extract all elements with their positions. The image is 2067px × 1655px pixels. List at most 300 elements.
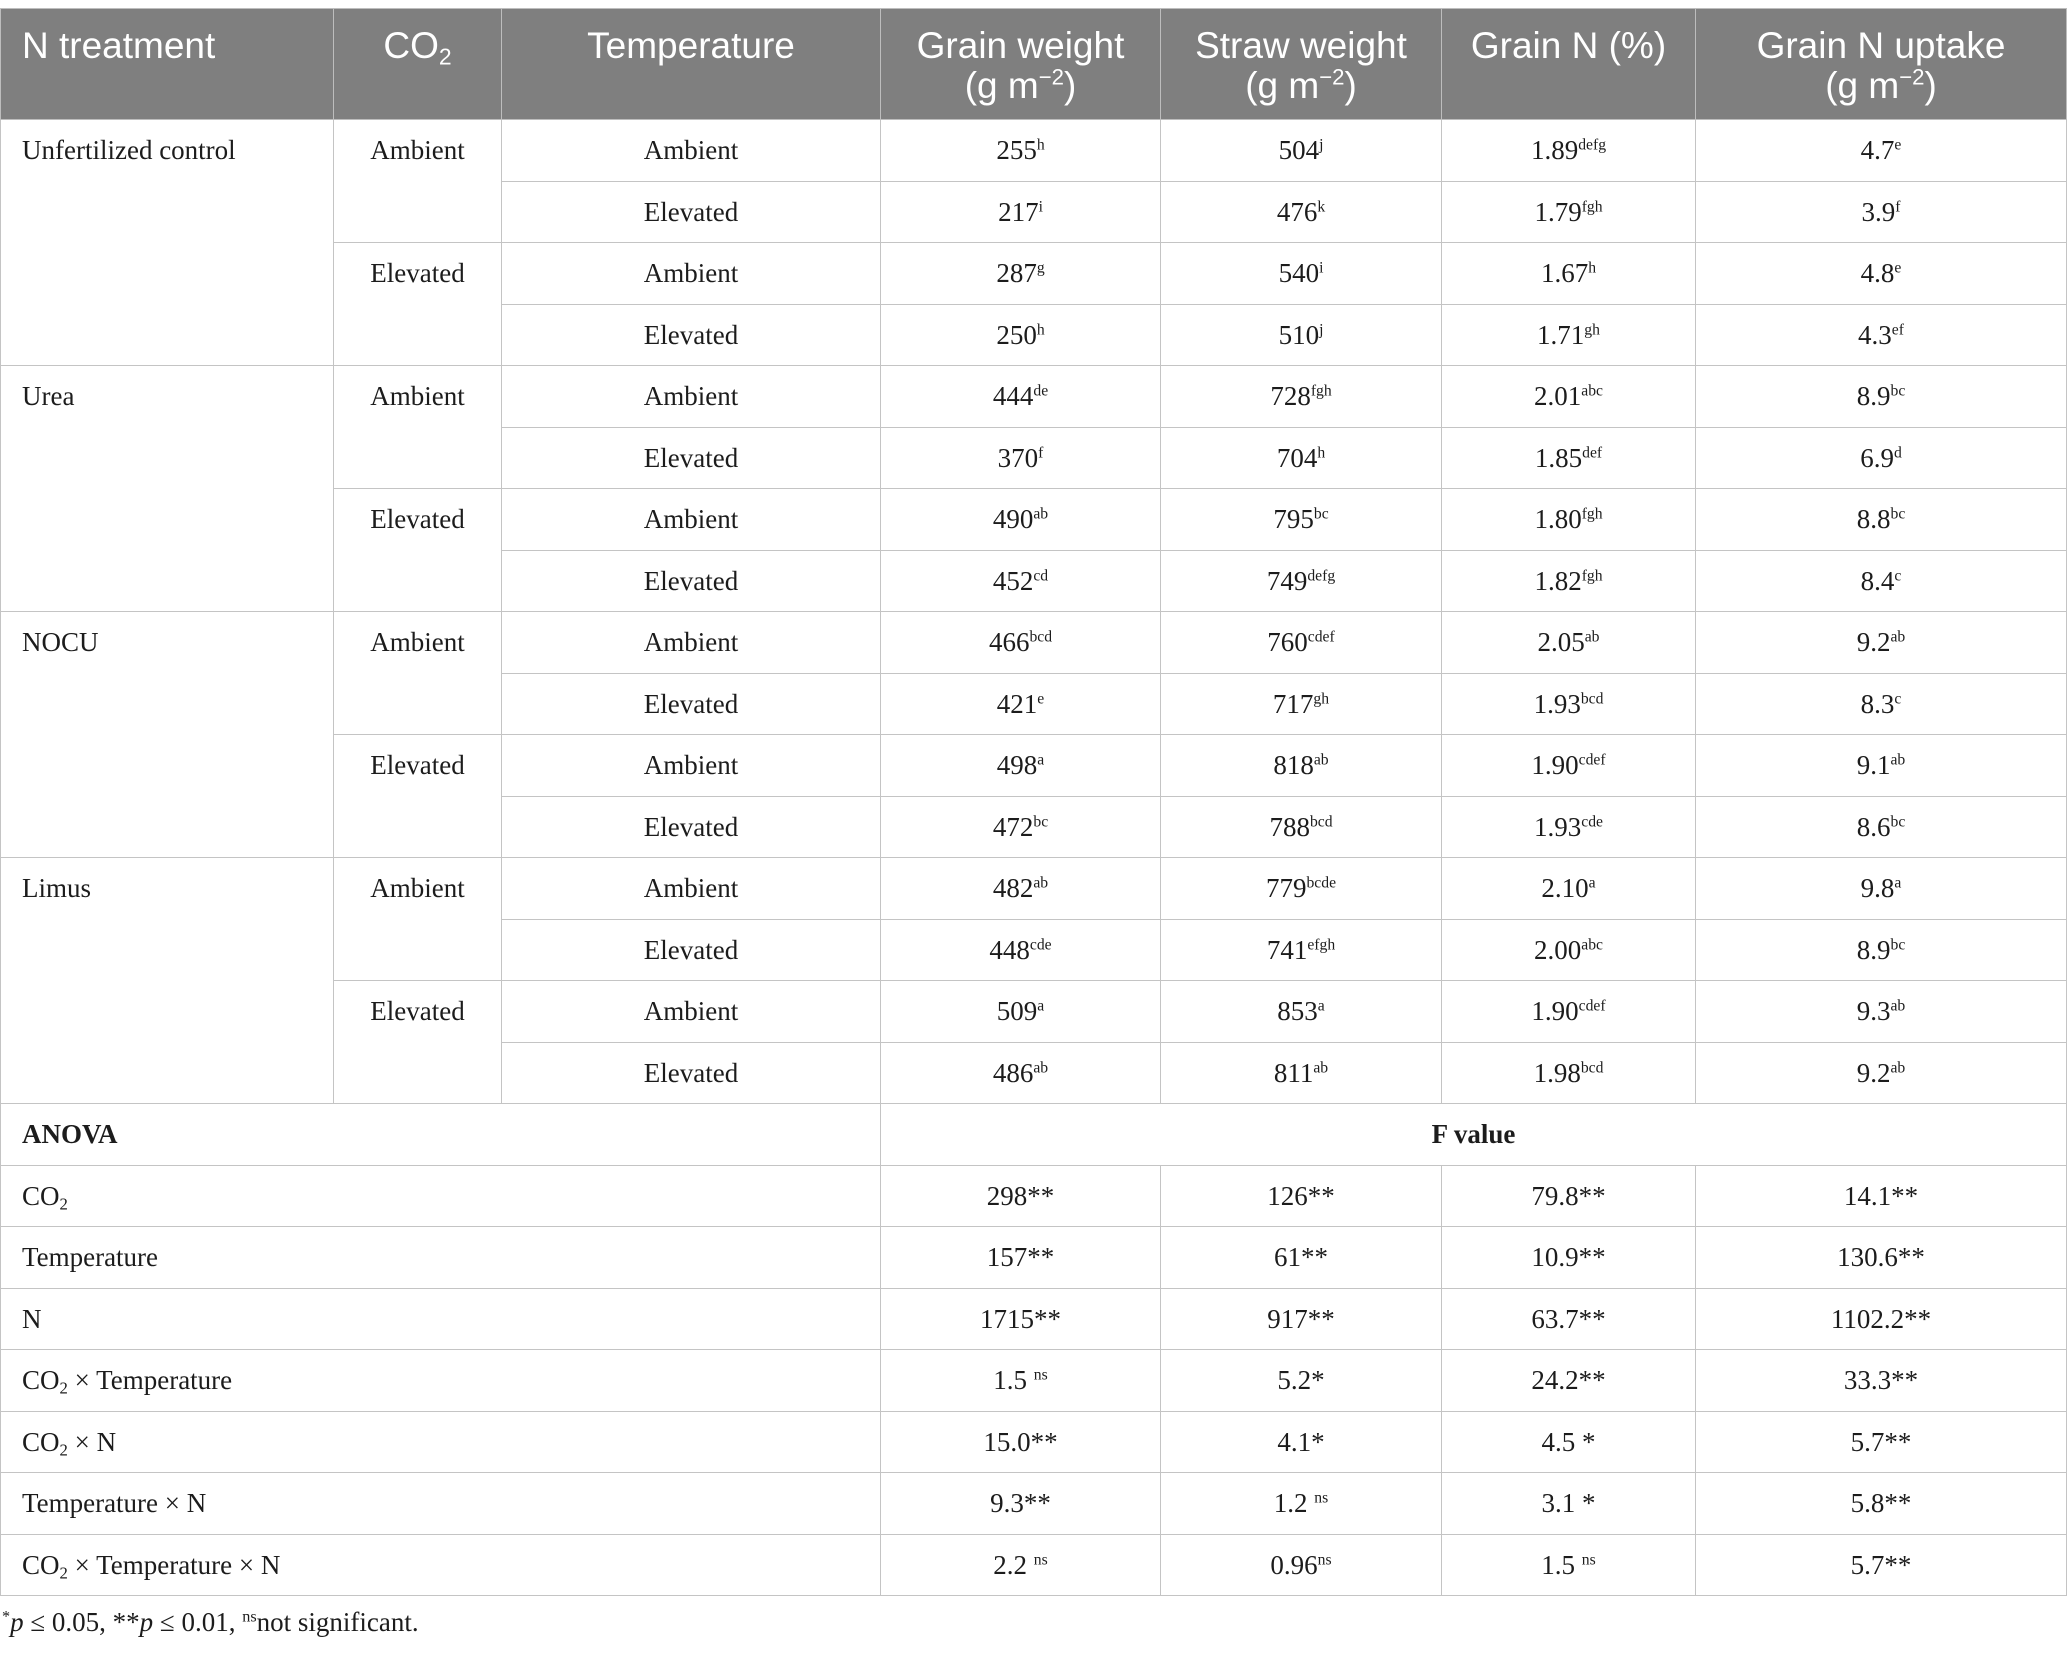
significance-letters: h: [1036, 320, 1045, 338]
significance-letters: h: [1036, 136, 1045, 154]
significance-letters: ns: [1317, 1550, 1332, 1568]
cell-value: 2.01: [1534, 381, 1582, 411]
cell-value: 9.2: [1856, 627, 1891, 657]
temperature-label: Ambient: [643, 258, 739, 288]
significance-letters: ab: [1890, 751, 1906, 769]
value-cell: [1161, 489, 1442, 551]
f-value-label-cell: [881, 1104, 2067, 1166]
value-cell: [881, 181, 1161, 243]
significance-letters: a: [1037, 751, 1045, 769]
anova-factor-label: CO: [22, 1180, 60, 1211]
temperature-cell: [502, 489, 881, 551]
column-header-unit-exponent: −2: [1319, 64, 1345, 90]
value-cell: [881, 427, 1161, 489]
cell-value: 444: [992, 381, 1034, 411]
value-cell: [881, 612, 1161, 674]
significance-letters: defg: [1578, 136, 1607, 154]
value-cell: [881, 1473, 1161, 1535]
cell-value: 255: [996, 135, 1037, 165]
value-cell: [1696, 427, 2067, 489]
cell-value: 509: [996, 996, 1038, 1026]
anova-factor-label: Temperature × N: [22, 1488, 207, 1518]
cell-value: 4.5 *: [1541, 1426, 1596, 1457]
significance-letters: i: [1038, 197, 1043, 215]
cell-value: 3.9: [1861, 196, 1896, 227]
value-cell: [1161, 1227, 1442, 1289]
co2-level-cell: [334, 366, 502, 489]
value-cell: [1442, 1534, 1696, 1596]
cell-value: 498: [996, 750, 1038, 780]
anova-header-row: [1, 1104, 2067, 1166]
value-cell: [1442, 304, 1696, 366]
anova-factor-label: CO: [22, 1365, 60, 1395]
significance-letters: e: [1894, 136, 1902, 154]
value-cell: [881, 1350, 1161, 1412]
co2-level-cell: [334, 489, 502, 612]
cell-value: 1.80: [1534, 504, 1582, 534]
cell-value: 795: [1273, 504, 1314, 534]
anova-factor-cell: [1, 1473, 881, 1535]
temperature-cell: [502, 243, 881, 305]
value-cell: [1442, 181, 1696, 243]
anova-row: [1, 1411, 2067, 1473]
significance-letters: cde: [1029, 935, 1052, 953]
significance-letters: ab: [1313, 751, 1329, 769]
cell-value: 2.05: [1537, 627, 1585, 657]
cell-value: 704: [1276, 442, 1318, 473]
value-cell: [1442, 427, 1696, 489]
value-cell: [1442, 981, 1696, 1043]
cell-value: 4.7: [1860, 135, 1895, 165]
cell-value: 1.71: [1537, 319, 1585, 350]
value-cell: [1442, 1165, 1696, 1227]
cell-value: 760: [1267, 627, 1308, 657]
co2-level-cell: [334, 735, 502, 858]
co2-level-cell: [334, 612, 502, 735]
co2-level-cell: [334, 120, 502, 243]
temperature-cell: [502, 181, 881, 243]
column-header-unit: (g m: [1245, 65, 1320, 106]
cell-value: 2.10: [1541, 873, 1589, 903]
cell-value: 448: [989, 934, 1030, 965]
cell-value: 8.4: [1860, 565, 1895, 596]
value-cell: [881, 120, 1161, 182]
cell-value: 504: [1278, 135, 1320, 165]
significance-letters: j: [1319, 136, 1324, 154]
value-cell: [881, 1227, 1161, 1289]
value-cell: [1161, 612, 1442, 674]
value-cell: [1442, 673, 1696, 735]
value-cell: [1442, 796, 1696, 858]
significance-letters: abc: [1581, 935, 1603, 953]
column-header-grain-n-uptake: [1696, 9, 2067, 120]
cell-value: 421: [996, 688, 1038, 719]
value-cell: [1442, 489, 1696, 551]
value-cell: [1696, 796, 2067, 858]
value-cell: [881, 1534, 1161, 1596]
anova-row: [1, 1227, 2067, 1289]
cell-value: 1.67: [1540, 258, 1589, 288]
temperature-cell: [502, 550, 881, 612]
cell-value: 9.8: [1860, 873, 1895, 903]
value-cell: [1161, 550, 1442, 612]
value-cell: [1161, 243, 1442, 305]
value-cell: [1442, 1288, 1696, 1350]
temperature-cell: [502, 858, 881, 920]
value-cell: [1696, 858, 2067, 920]
value-cell: [1161, 1165, 1442, 1227]
significance-letters: ab: [1890, 628, 1906, 646]
anova-factor-subscript: 2: [59, 1563, 68, 1583]
anova-label-cell: [1, 1104, 881, 1166]
significance-letters: cdef: [1578, 997, 1606, 1015]
cell-value: 9.1: [1856, 750, 1891, 780]
value-cell: [1161, 1534, 1442, 1596]
value-cell: [1696, 919, 2067, 981]
value-cell: [1696, 120, 2067, 182]
temperature-cell: [502, 673, 881, 735]
significance-letters: c: [1894, 566, 1902, 584]
anova-row: [1, 1473, 2067, 1535]
anova-factor-label-rest: × Temperature × N: [67, 1549, 281, 1580]
anova-row: [1, 1350, 2067, 1412]
cell-value: 61**: [1274, 1242, 1328, 1272]
value-cell: [1161, 735, 1442, 797]
cell-value: 472: [992, 811, 1034, 842]
value-cell: [1696, 1288, 2067, 1350]
significance-letters: a: [1317, 997, 1325, 1015]
header-row: [1, 9, 2067, 120]
temperature-label: Elevated: [643, 319, 739, 350]
cell-value: 728: [1270, 381, 1311, 411]
value-cell: [1696, 366, 2067, 428]
anova-row: [1, 1165, 2067, 1227]
value-cell: [1161, 181, 1442, 243]
anova-factor-cell: [1, 1227, 881, 1289]
co2-level-label: Ambient: [370, 873, 465, 903]
cell-value: 779: [1265, 873, 1307, 903]
column-header-label: Straw weight: [1195, 25, 1407, 66]
temperature-cell: [502, 735, 881, 797]
significance-letters: ab: [1033, 1058, 1049, 1076]
significance-letters: ns: [1581, 1550, 1596, 1568]
significance-letters: efgh: [1307, 935, 1336, 953]
cell-value: 917**: [1267, 1303, 1335, 1334]
value-cell: [1161, 304, 1442, 366]
significance-letters: e: [1894, 259, 1902, 277]
value-cell: [881, 1411, 1161, 1473]
column-header-label: N treatment: [22, 25, 216, 66]
cell-value: 818: [1273, 750, 1314, 780]
table-row: [1, 366, 2067, 428]
co2-level-label: Ambient: [370, 627, 465, 657]
cell-value: 79.8**: [1531, 1180, 1606, 1211]
value-cell: [1696, 1165, 2067, 1227]
cell-value: 452: [992, 565, 1034, 596]
cell-value: 1.85: [1534, 442, 1583, 473]
cell-value: 486: [992, 1057, 1034, 1088]
significance-letters: ab: [1890, 1058, 1906, 1076]
cell-value: 1.2: [1273, 1488, 1315, 1518]
value-cell: [1161, 981, 1442, 1043]
significance-letters: a: [1037, 997, 1045, 1015]
value-cell: [881, 735, 1161, 797]
cell-value: 15.0**: [983, 1426, 1058, 1457]
cell-value: 14.1**: [1843, 1180, 1919, 1211]
value-cell: [1696, 243, 2067, 305]
temperature-label: Ambient: [643, 996, 739, 1026]
cell-value: 157**: [986, 1242, 1055, 1272]
cell-value: 126**: [1267, 1180, 1335, 1211]
column-header-label: CO: [383, 25, 439, 66]
cell-value: 1.98: [1533, 1057, 1581, 1088]
significance-letters: h: [1588, 259, 1597, 277]
anova-factor-label-rest: × N: [67, 1426, 117, 1457]
cell-value: 1.79: [1534, 196, 1582, 227]
table-body: [1, 120, 2067, 1596]
value-cell: [881, 1042, 1161, 1104]
cell-value: 4.1*: [1277, 1426, 1325, 1457]
value-cell: [1696, 735, 2067, 797]
value-cell: [881, 981, 1161, 1043]
significance-letters: f: [1038, 443, 1044, 461]
cell-value: 217: [998, 196, 1039, 227]
cell-value: 1.93: [1533, 688, 1581, 719]
n-treatment-label: Urea: [22, 381, 75, 411]
significance-letters: ab: [1313, 1058, 1329, 1076]
value-cell: [881, 1165, 1161, 1227]
temperature-cell: [502, 304, 881, 366]
anova-factor-cell: [1, 1534, 881, 1596]
significance-letters: cdef: [1578, 751, 1606, 769]
column-header-temperature: [502, 9, 881, 120]
temperature-cell: [502, 981, 881, 1043]
significance-letters: gh: [1313, 689, 1330, 707]
cell-value: 466: [988, 627, 1030, 657]
value-cell: [1161, 366, 1442, 428]
significance-letters: cde: [1581, 812, 1603, 830]
temperature-cell: [502, 1042, 881, 1104]
significance-letters: ab: [1890, 997, 1906, 1015]
cell-value: 2.00: [1534, 934, 1582, 965]
co2-level-cell: [334, 858, 502, 981]
temperature-cell: [502, 612, 881, 674]
anova-factor-label: Temperature: [22, 1242, 159, 1272]
value-cell: [1696, 1473, 2067, 1535]
significance-letters: bcde: [1306, 874, 1337, 892]
significance-letters: ns: [1033, 1366, 1048, 1384]
value-cell: [1161, 796, 1442, 858]
temperature-label: Elevated: [643, 565, 739, 596]
cell-value: 1.89: [1530, 135, 1579, 165]
temperature-label: Elevated: [643, 196, 739, 227]
cell-value: 3.1 *: [1541, 1488, 1596, 1518]
column-header-n-treatment: [1, 9, 334, 120]
temperature-label: Ambient: [643, 381, 739, 411]
value-cell: [1442, 120, 1696, 182]
significance-letters: f: [1895, 197, 1901, 215]
cell-value: 8.9: [1856, 934, 1891, 965]
significance-letters: ab: [1584, 628, 1600, 646]
temperature-label: Elevated: [643, 1057, 739, 1088]
value-cell: [1442, 612, 1696, 674]
value-cell: [1161, 1473, 1442, 1535]
column-header-unit: (g m: [964, 65, 1039, 106]
significance-letters: h: [1317, 443, 1326, 461]
footnote-text: ≤ 0.01,: [153, 1607, 243, 1637]
cell-value: 5.2*: [1277, 1365, 1325, 1395]
anova-row: [1, 1534, 2067, 1596]
significance-letters: c: [1894, 689, 1902, 707]
value-cell: [1442, 243, 1696, 305]
value-cell: [881, 366, 1161, 428]
value-cell: [881, 489, 1161, 551]
value-cell: [1442, 1042, 1696, 1104]
cell-value: 5.8**: [1850, 1488, 1912, 1518]
cell-value: 853: [1277, 996, 1318, 1026]
significance-letters: a: [1588, 874, 1596, 892]
significance-letters: ef: [1891, 320, 1904, 338]
value-cell: [1442, 1473, 1696, 1535]
temperature-cell: [502, 796, 881, 858]
significance-letters: bc: [1890, 935, 1906, 953]
temperature-label: Ambient: [643, 873, 739, 903]
value-cell: [1161, 1411, 1442, 1473]
value-cell: [1161, 1288, 1442, 1350]
significance-letters: bc: [1313, 505, 1329, 523]
table-row: [1, 120, 2067, 182]
cell-value: 6.9: [1860, 442, 1894, 473]
n-treatment-cell: [1, 366, 334, 612]
table-footnote: [2, 1604, 419, 1640]
value-cell: [1161, 673, 1442, 735]
value-cell: [1442, 919, 1696, 981]
significance-letters: g: [1036, 259, 1045, 277]
cell-value: 1.5: [1541, 1549, 1582, 1580]
significance-letters: de: [1033, 382, 1049, 400]
n-treatment-label: Unfertilized control: [22, 135, 236, 165]
column-header-unit-exponent: −2: [1899, 64, 1925, 90]
co2-level-label: Elevated: [370, 996, 465, 1026]
cell-value: 1.93: [1534, 811, 1582, 842]
cell-value: 1.82: [1534, 565, 1582, 596]
anova-factor-subscript: 2: [59, 1378, 68, 1398]
column-header-straw-weight: [1161, 9, 1442, 120]
value-cell: [1696, 181, 2067, 243]
value-cell: [1161, 858, 1442, 920]
anova-factor-cell: [1, 1350, 881, 1412]
significance-letters: bc: [1890, 505, 1906, 523]
footnote-text: **: [112, 1607, 140, 1637]
significance-letters: bcd: [1029, 628, 1053, 646]
column-header-grain-n: [1442, 9, 1696, 120]
column-header-label: Grain N uptake: [1756, 25, 2006, 66]
footnote-text: ns: [242, 1607, 257, 1626]
temperature-cell: [502, 366, 881, 428]
column-header-co2: [334, 9, 502, 120]
column-header-unit-end: ): [1924, 65, 1937, 106]
significance-letters: gh: [1584, 320, 1600, 338]
significance-letters: ab: [1033, 874, 1049, 892]
cell-value: 788: [1269, 811, 1310, 842]
value-cell: [1442, 550, 1696, 612]
column-header-label: Grain N (%): [1470, 25, 1667, 66]
cell-value: 1.90: [1531, 750, 1579, 780]
results-table: [0, 8, 2067, 1596]
significance-letters: d: [1893, 443, 1902, 461]
significance-letters: abc: [1581, 382, 1603, 400]
significance-letters: fgh: [1581, 566, 1603, 584]
temperature-label: Ambient: [643, 750, 739, 780]
value-cell: [881, 304, 1161, 366]
temperature-label: Elevated: [643, 811, 739, 842]
cell-value: 717: [1272, 688, 1314, 719]
cell-value: 510: [1278, 319, 1320, 350]
co2-level-cell: [334, 243, 502, 366]
cell-value: 250: [996, 319, 1037, 350]
co2-level-label: Elevated: [370, 504, 465, 534]
n-treatment-label: Limus: [22, 873, 92, 903]
n-treatment-cell: [1, 858, 334, 1104]
cell-value: 5.7**: [1850, 1426, 1912, 1457]
value-cell: [1161, 427, 1442, 489]
value-cell: [1696, 1042, 2067, 1104]
cell-value: 8.9: [1856, 381, 1891, 411]
cell-value: 9.3**: [990, 1488, 1051, 1518]
footnote-text: p: [139, 1607, 154, 1637]
temperature-label: Elevated: [643, 688, 739, 719]
column-header-label: Temperature: [587, 25, 795, 66]
value-cell: [1696, 1411, 2067, 1473]
value-cell: [1696, 304, 2067, 366]
anova-row: [1, 1288, 2067, 1350]
value-cell: [1442, 1227, 1696, 1289]
anova-factor-subscript: 2: [59, 1194, 68, 1214]
value-cell: [1696, 550, 2067, 612]
value-cell: [881, 919, 1161, 981]
value-cell: [881, 243, 1161, 305]
significance-letters: fgh: [1581, 197, 1603, 215]
column-header-unit-end: ): [1344, 65, 1357, 106]
cell-value: 1715**: [980, 1303, 1061, 1334]
f-value-label: F value: [1431, 1119, 1516, 1149]
co2-level-label: Elevated: [370, 750, 465, 780]
significance-letters: fgh: [1581, 505, 1603, 523]
cell-value: 298**: [986, 1180, 1055, 1211]
significance-letters: cdef: [1307, 628, 1335, 646]
footnote-text: ≤ 0.05,: [23, 1607, 113, 1637]
cell-value: 287: [996, 258, 1037, 288]
value-cell: [1696, 612, 2067, 674]
table-row: [1, 612, 2067, 674]
value-cell: [1442, 1411, 1696, 1473]
table-row: [1, 858, 2067, 920]
footnote-text: p: [10, 1607, 24, 1637]
value-cell: [881, 858, 1161, 920]
table-header: [1, 9, 2067, 120]
temperature-label: Ambient: [643, 504, 739, 534]
value-cell: [1442, 735, 1696, 797]
column-header-label: Grain weight: [916, 25, 1125, 66]
cell-value: 1102.2**: [1830, 1303, 1932, 1334]
anova-factor-label: CO: [22, 1549, 60, 1580]
cell-value: 1.90: [1531, 996, 1579, 1026]
anova-factor-cell: [1, 1288, 881, 1350]
anova-factor-cell: [1, 1411, 881, 1473]
significance-letters: bcd: [1309, 812, 1333, 830]
co2-level-label: Elevated: [370, 258, 465, 288]
significance-letters: defg: [1307, 566, 1336, 584]
